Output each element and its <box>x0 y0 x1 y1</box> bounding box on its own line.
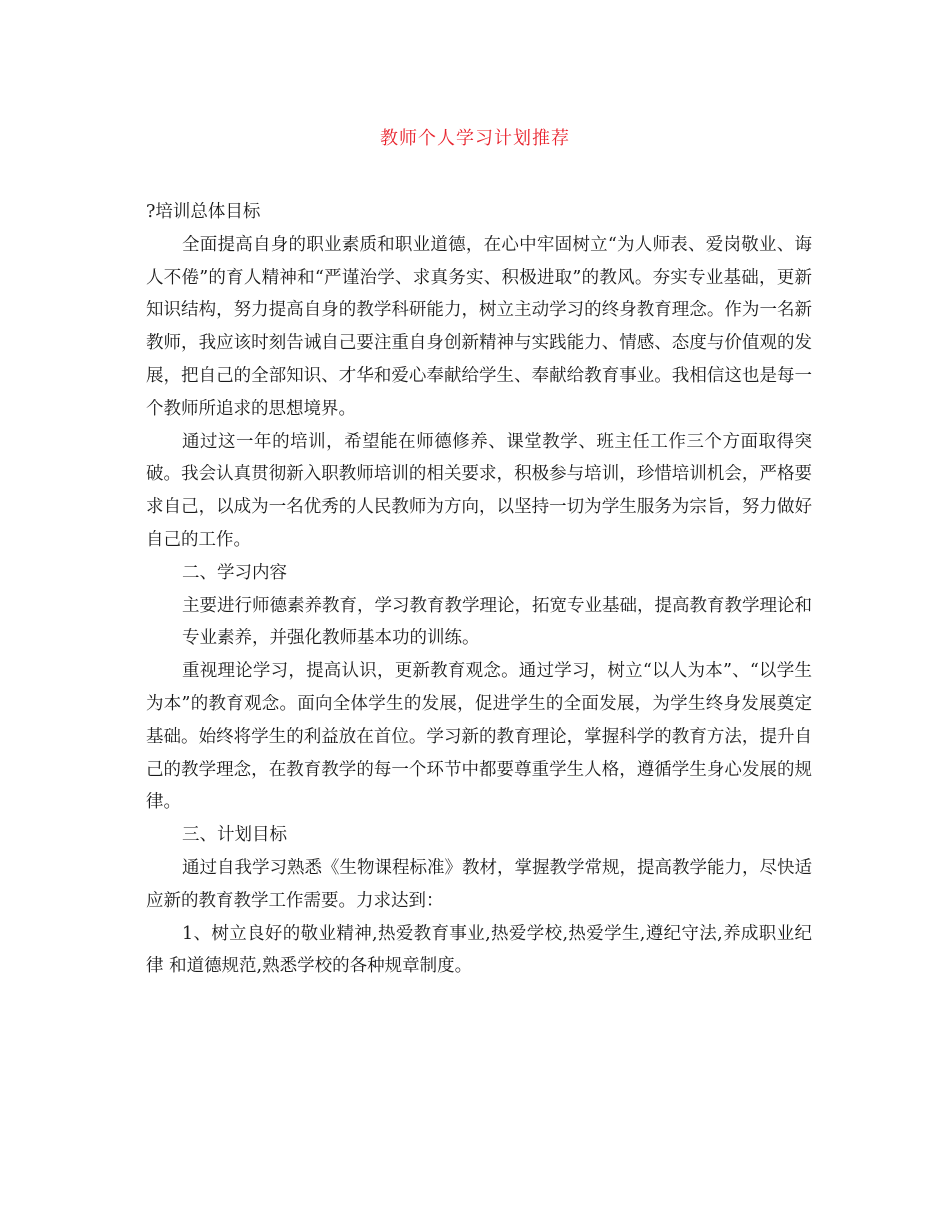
document-body <box>146 196 812 983</box>
training-goal-heading: ?培训总体目标 <box>146 202 261 222</box>
goal-paragraph-1: 全面提高自身的职业素质和职业道德，在心中牢固树立“为人师表、爱岗敬业、诲人不倦”的育人精神和“严谨治学、求真务实、积极进取”的教风。夯实专业基础，更新知识结构，努力提高自身的教学科研能力，树立主动学习的终身教育理念。作为一名新教师，我应该时刻告诫自己要注重自身创新精神与实践能力、情感、态度与价值观的发展，把自己的全部知识、才华和爱心奉献给学生、奉献给教育事业。我相信这也是每一个教师所追求的思想境界。 <box>146 234 812 419</box>
plan-paragraph-1: 通过自我学习熟悉《生物课程标准》教材，掌握教学常规，提高教学能力，尽快适应新的教育教学工作需要。力求达到： <box>146 857 812 911</box>
goal-paragraph-2: 通过这一年的培训，希望能在师德修养、课堂教学、班主任工作三个方面取得突破。我会认真贯彻新入职教师培训的相关要求，积极参与培训，珍惜培训机会，严格要求自己，以成为一名优秀的人民教师为方向，以坚持一切为学生服务为宗旨，努力做好自己的工作。 <box>146 431 812 550</box>
plan-list-item-1: 1、树立良好的敬业精神,热爱教育事业,热爱学校,热爱学生,遵纪守法,养成职业纪律 和道德规范,熟悉学校的各种规章制度。 <box>146 923 812 977</box>
section-3-heading: 三、计划目标 <box>182 825 287 846</box>
content-paragraph-2: 专业素养，并强化教师基本功的训练。 <box>182 628 480 649</box>
document-title: 教师个人学习计划推荐 <box>380 128 570 149</box>
content-paragraph-1: 主要进行师德素养教育，学习教育教学理论，拓宽专业基础，提高教育教学理论和 <box>182 595 812 616</box>
section-2-heading: 二、学习内容 <box>182 562 287 583</box>
content-paragraph-3: 重视理论学习，提高认识，更新教育观念。通过学习，树立“以人为本”、“以学生为本”的教育观念。面向全体学生的发展，促进学生的全面发展，为学生终身发展奠定基础。始终将学生的利益放在首位。学习新的教育理论，掌握科学的教育方法，提升自己的教学理念，在教育教学的每一个环节中都要尊重学生人格，遵循学生身心发展的规律。 <box>146 661 812 813</box>
